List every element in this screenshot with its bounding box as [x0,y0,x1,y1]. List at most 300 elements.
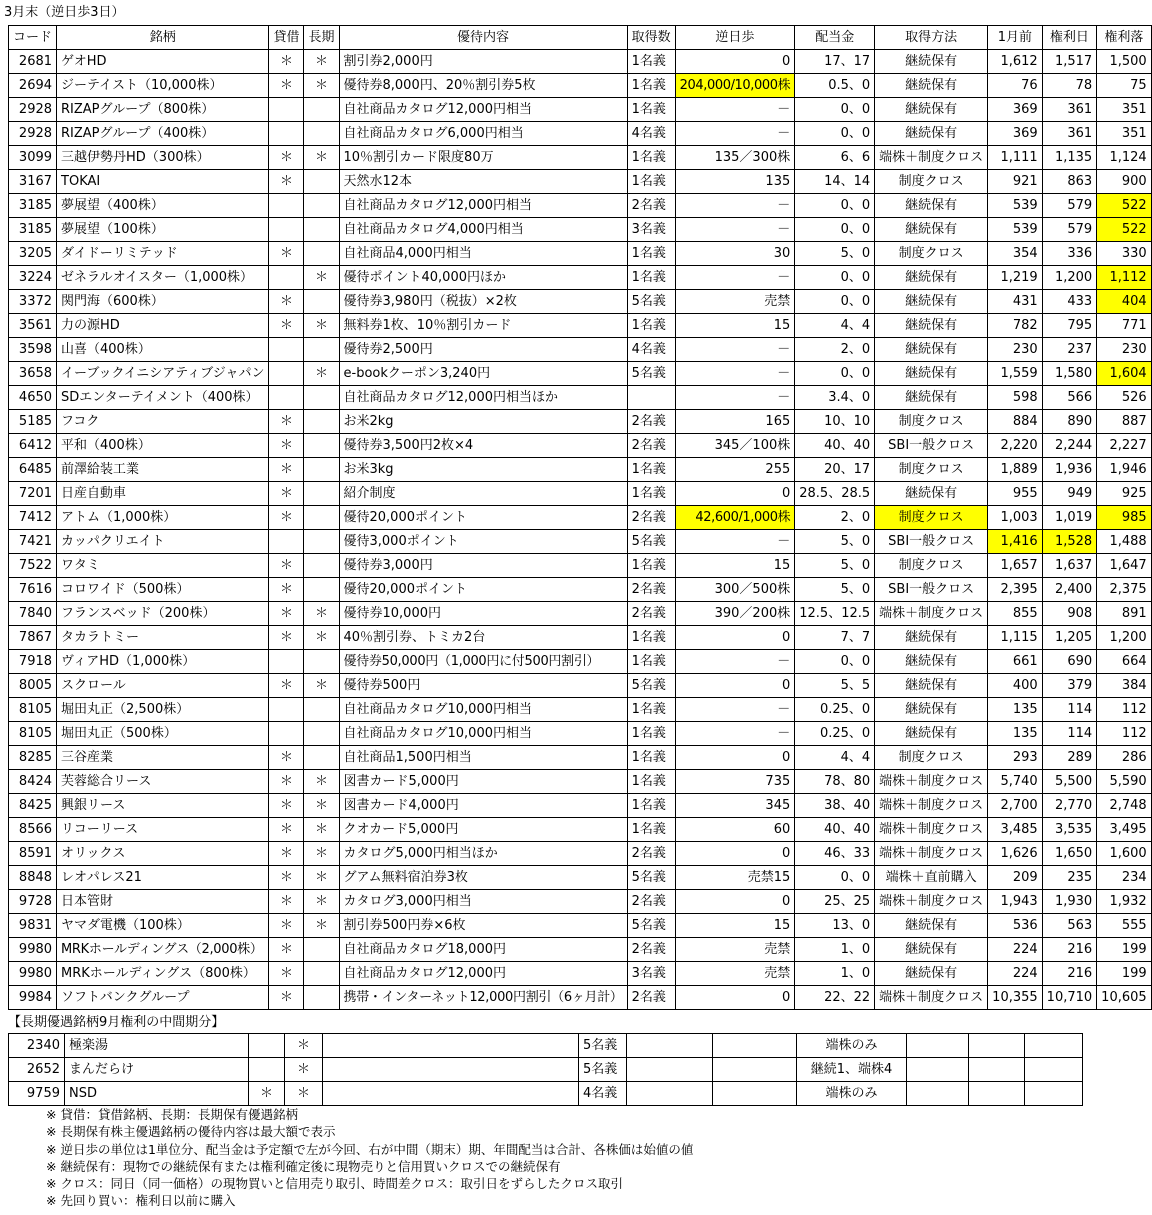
choki-cell [304,986,339,1010]
taishaku-cell [269,530,304,554]
choki-cell [304,98,339,122]
dividend-cell: 0、0 [795,362,875,386]
taishaku-cell [269,122,304,146]
table-row [9,818,1152,842]
choki-cell [304,938,339,962]
gyakuhibu-cell: 300／500株 [675,578,795,602]
code-cell: 3598 [9,338,57,362]
gyakuhibu-cell: － [675,194,795,218]
gyakuhibu-cell: 15 [675,914,795,938]
count-cell: 2名義 [627,578,675,602]
kenriochi-cell: 1,946 [1097,458,1152,482]
name-cell: RIZAPグループ（800株） [57,98,269,122]
yutai-cell: お米3kg [339,458,627,482]
code-cell: 3658 [9,362,57,386]
dividend-cell: 4、4 [795,314,875,338]
gyakuhibu-cell: － [675,266,795,290]
count-cell: 1名義 [627,98,675,122]
column-header: 長期 [304,26,339,50]
month-before-cell: 10,355 [988,986,1043,1010]
method-cell: 端株＋制度クロス [875,794,988,818]
method-cell: 制度クロス [875,410,988,434]
method-cell: 継続保有 [875,482,988,506]
name-cell: MRKホールディングス（2,000株） [57,938,269,962]
yutai-cell: 天然水12本 [339,170,627,194]
month-before-cell: 5,740 [988,770,1043,794]
month-before-cell: 921 [988,170,1043,194]
count-cell: 2名義 [627,938,675,962]
kenri-cell: 795 [1042,314,1097,338]
name-cell: 山喜（400株） [57,338,269,362]
month-before-cell: 539 [988,218,1043,242]
dividend-cell: 38、40 [795,794,875,818]
kenri-cell: 908 [1042,602,1097,626]
choki-cell: ＊ [304,74,339,98]
yutai-cell: 携帯・インターネット12,000円割引（6ヶ月計） [339,986,627,1010]
dividend-cell: 20、17 [795,458,875,482]
code-cell: 5185 [9,410,57,434]
yutai-cell: 優待券2,500円 [339,338,627,362]
table-row [9,290,1152,314]
dividend-cell: 40、40 [795,434,875,458]
count-cell: 2名義 [627,410,675,434]
table-row [9,1034,1083,1058]
name-cell: ゲオHD [57,50,269,74]
taishaku-cell: ＊ [269,674,304,698]
taishaku-cell: ＊ [269,410,304,434]
gyakuhibu-cell: 255 [675,458,795,482]
choki-cell: ＊ [304,602,339,626]
name-cell: フランスベッド（200株） [57,602,269,626]
dividend-cell: 2、0 [795,506,875,530]
name-cell: 日産自動車 [57,482,269,506]
taishaku-cell: ＊ [269,290,304,314]
name-cell: ジーテイスト（10,000株） [57,74,269,98]
choki-cell [304,506,339,530]
gyakuhibu-cell: 0 [675,746,795,770]
count-cell: 2名義 [627,602,675,626]
code-cell: 2681 [9,50,57,74]
count-cell: 5名義 [627,866,675,890]
taishaku-cell: ＊ [269,770,304,794]
kenriochi-cell: 112 [1097,698,1152,722]
dividend-cell: 0、0 [795,122,875,146]
table-row [9,770,1152,794]
table-row [9,746,1152,770]
table-row [9,314,1152,338]
choki-cell: ＊ [304,362,339,386]
count-cell: 4名義 [579,1082,627,1106]
kenri-cell: 2,770 [1042,794,1097,818]
code-cell: 3167 [9,170,57,194]
name-cell: ゼネラルオイスター（1,000株） [57,266,269,290]
choki-cell: ＊ [304,674,339,698]
kenri-cell: 1,580 [1042,362,1097,386]
yutai-cell: 自社商品4,000円相当 [339,242,627,266]
month-before-cell: 135 [988,698,1043,722]
month-before-cell: 782 [988,314,1043,338]
kenri-cell: 289 [1042,746,1097,770]
table-row [9,890,1152,914]
code-cell: 7412 [9,506,57,530]
yutai-cell [323,1058,579,1082]
kenriochi-cell: 404 [1097,290,1152,314]
yutai-cell: 優待券500円 [339,674,627,698]
code-cell: 7421 [9,530,57,554]
gyakuhibu-cell: － [675,362,795,386]
choki-cell: ＊ [304,146,339,170]
code-cell: 2340 [9,1034,65,1058]
gyakuhibu-cell: 735 [675,770,795,794]
table-row [9,554,1152,578]
yutai-cell: 図書カード5,000円 [339,770,627,794]
month-before-cell: 224 [988,938,1043,962]
taishaku-cell: ＊ [269,746,304,770]
count-cell: 1名義 [627,146,675,170]
dividend-cell: 5、0 [795,530,875,554]
taishaku-cell: ＊ [269,146,304,170]
month-before-cell: 2,700 [988,794,1043,818]
yutai-cell: 自社商品カタログ12,000円相当 [339,194,627,218]
kenriochi-cell: 1,604 [1097,362,1152,386]
table-row [9,122,1152,146]
count-cell: 3名義 [627,962,675,986]
kenriochi-cell [1025,1034,1083,1058]
kenriochi-cell: 900 [1097,170,1152,194]
table-row [9,914,1152,938]
choki-cell [304,218,339,242]
month-before-cell: 539 [988,194,1043,218]
name-cell: 前澤給装工業 [57,458,269,482]
count-cell: 1名義 [627,482,675,506]
method-cell: 継続保有 [875,362,988,386]
month-before-cell: 76 [988,74,1043,98]
yutai-cell: 10％割引カード限度80万 [339,146,627,170]
taishaku-cell [269,194,304,218]
method-cell: 継続保有 [875,122,988,146]
kenriochi-cell: 75 [1097,74,1152,98]
yutai-cell: 自社商品カタログ12,000円 [339,962,627,986]
yutai-cell: カタログ3,000円相当 [339,890,627,914]
count-cell: 4名義 [627,338,675,362]
table-row [9,170,1152,194]
choki-cell [304,242,339,266]
kenriochi-cell: 2,227 [1097,434,1152,458]
kenri-cell: 78 [1042,74,1097,98]
choki-cell: ＊ [304,890,339,914]
table-row [9,74,1152,98]
count-cell: 1名義 [627,266,675,290]
name-cell: 芙蓉総合リース [57,770,269,794]
code-cell: 2928 [9,122,57,146]
count-cell: 2名義 [627,842,675,866]
gyakuhibu-cell: 0 [675,890,795,914]
name-cell: まんだらけ [65,1058,249,1082]
dividend-cell: 46、33 [795,842,875,866]
method-cell: 継続保有 [875,98,988,122]
dividend-cell: 0、0 [795,266,875,290]
gyakuhibu-cell: － [675,386,795,410]
kenri-cell: 1,528 [1042,530,1097,554]
table-row [9,362,1152,386]
taishaku-cell: ＊ [269,434,304,458]
count-cell: 1名義 [627,698,675,722]
table-row [9,146,1152,170]
method-cell: 端株＋制度クロス [875,890,988,914]
kenri-cell [969,1034,1025,1058]
table-row [9,722,1152,746]
taishaku-cell: ＊ [269,602,304,626]
yutai-cell: 自社商品カタログ10,000円相当 [339,722,627,746]
kenri-cell: 690 [1042,650,1097,674]
gyakuhibu-cell: － [675,698,795,722]
gyakuhibu-cell: － [675,722,795,746]
method-cell: 継続保有 [875,914,988,938]
choki-cell [304,650,339,674]
month-before-cell [907,1034,969,1058]
kenri-cell [969,1058,1025,1082]
yutai-cell: 優待20,000ポイント [339,578,627,602]
code-cell: 3372 [9,290,57,314]
gyakuhibu-cell: 135 [675,170,795,194]
yutai-cell: 図書カード4,000円 [339,794,627,818]
count-cell: 5名義 [627,290,675,314]
month-before-cell: 400 [988,674,1043,698]
kenriochi-cell: 1,500 [1097,50,1152,74]
name-cell: RIZAPグループ（400株） [57,122,269,146]
gyakuhibu-cell: 売禁15 [675,866,795,890]
method-cell: SBI一般クロス [875,434,988,458]
page-title: 3月末（逆日歩3日） [4,5,125,20]
count-cell: 1名義 [627,746,675,770]
section-title: 【長期優遇銘柄9月権利の中間期分】 [8,1015,225,1030]
gyakuhibu-cell: 60 [675,818,795,842]
dividend-cell: 14、14 [795,170,875,194]
kenriochi-cell: 891 [1097,602,1152,626]
table-row [9,386,1152,410]
choki-cell [304,962,339,986]
gyakuhibu-cell: 30 [675,242,795,266]
choki-cell: ＊ [304,626,339,650]
gyakuhibu-cell: 165 [675,410,795,434]
dividend-cell [713,1058,797,1082]
yutai-cell: 自社商品カタログ6,000円相当 [339,122,627,146]
choki-cell: ＊ [285,1082,323,1106]
taishaku-cell: ＊ [269,554,304,578]
taishaku-cell: ＊ [249,1082,285,1106]
method-cell: 継続保有 [875,962,988,986]
month-before-cell: 1,626 [988,842,1043,866]
gyakuhibu-cell [627,1082,713,1106]
name-cell: ワタミ [57,554,269,578]
name-cell: 極楽湯 [65,1034,249,1058]
dividend-cell [713,1034,797,1058]
code-cell: 2694 [9,74,57,98]
method-cell: 継続保有 [875,338,988,362]
kenriochi-cell: 234 [1097,866,1152,890]
dividend-cell: 5、5 [795,674,875,698]
table-row [9,578,1152,602]
column-header: コード [9,26,57,50]
choki-cell [304,746,339,770]
kenri-cell: 579 [1042,218,1097,242]
method-cell: 継続保有 [875,938,988,962]
kenri-cell: 3,535 [1042,818,1097,842]
choki-cell: ＊ [304,314,339,338]
name-cell: TOKAI [57,170,269,194]
kenri-cell: 863 [1042,170,1097,194]
month-before-cell: 1,889 [988,458,1043,482]
table-row [9,98,1152,122]
dividend-cell: 28.5、28.5 [795,482,875,506]
code-cell: 7522 [9,554,57,578]
code-cell: 8105 [9,698,57,722]
count-cell: 1名義 [627,650,675,674]
name-cell: アトム（1,000株） [57,506,269,530]
kenriochi-cell: 286 [1097,746,1152,770]
kenriochi-cell: 887 [1097,410,1152,434]
code-cell: 3099 [9,146,57,170]
kenri-cell: 1,650 [1042,842,1097,866]
taishaku-cell: ＊ [269,578,304,602]
kenri-cell: 361 [1042,122,1097,146]
dividend-cell: 5、0 [795,242,875,266]
kenriochi-cell: 1,124 [1097,146,1152,170]
kenri-cell: 10,710 [1042,986,1097,1010]
kenriochi-cell: 112 [1097,722,1152,746]
yutai-cell: 優待券3,980円（税抜）×2枚 [339,290,627,314]
column-header: 1月前 [988,26,1043,50]
gyakuhibu-cell: 15 [675,314,795,338]
count-cell: 1名義 [627,170,675,194]
choki-cell: ＊ [304,842,339,866]
yutai-cell [323,1034,579,1058]
method-cell: 継続保有 [875,386,988,410]
name-cell: フコク [57,410,269,434]
kenri-cell: 336 [1042,242,1097,266]
choki-cell [304,578,339,602]
gyakuhibu-cell: 売禁 [675,962,795,986]
yutai-cell: 優待券3,000円 [339,554,627,578]
taishaku-cell: ＊ [269,50,304,74]
month-before-cell: 369 [988,98,1043,122]
taishaku-cell [269,386,304,410]
gyakuhibu-cell: 0 [675,626,795,650]
kenriochi-cell: 522 [1097,218,1152,242]
kenriochi-cell [1025,1058,1083,1082]
table-row [9,1058,1083,1082]
kenriochi-cell: 1,647 [1097,554,1152,578]
taishaku-cell [269,218,304,242]
month-before-cell: 1,559 [988,362,1043,386]
column-header: 取得数 [627,26,675,50]
kenri-cell: 114 [1042,698,1097,722]
code-cell: 8285 [9,746,57,770]
method-cell: 継続保有 [875,194,988,218]
count-cell: 5名義 [579,1034,627,1058]
gyakuhibu-cell: 0 [675,842,795,866]
choki-cell [304,530,339,554]
kenri-cell: 949 [1042,482,1097,506]
taishaku-cell: ＊ [269,938,304,962]
kenriochi-cell: 522 [1097,194,1152,218]
table-row [9,242,1152,266]
yutai-cell: 紹介制度 [339,482,627,506]
code-cell: 9831 [9,914,57,938]
kenri-cell: 2,244 [1042,434,1097,458]
dividend-cell: 1、0 [795,938,875,962]
kenriochi-cell: 351 [1097,98,1152,122]
column-header: 銘柄 [57,26,269,50]
code-cell: 9728 [9,890,57,914]
name-cell: 夢展望（100株） [57,218,269,242]
gyakuhibu-cell: － [675,218,795,242]
dividend-cell: 7、7 [795,626,875,650]
table-row [9,626,1152,650]
table-row [9,794,1152,818]
method-cell: SBI一般クロス [875,578,988,602]
kenriochi-cell: 199 [1097,938,1152,962]
table-row [9,866,1152,890]
gyakuhibu-cell: 42,600/1,000株 [675,506,795,530]
count-cell: 5名義 [627,362,675,386]
month-before-cell: 2,395 [988,578,1043,602]
kenriochi-cell: 771 [1097,314,1152,338]
month-before-cell [907,1082,969,1106]
choki-cell: ＊ [304,914,339,938]
name-cell: NSD [65,1082,249,1106]
table-row [9,50,1152,74]
name-cell: 平和（400株） [57,434,269,458]
taishaku-cell: ＊ [269,890,304,914]
table-row [9,338,1152,362]
table-row [9,674,1152,698]
table-row [9,938,1152,962]
name-cell: MRKホールディングス（800株） [57,962,269,986]
column-header: 権利落 [1097,26,1152,50]
yutai-cell: 優待券8,000円、20％割引券5枚 [339,74,627,98]
month-before-cell: 369 [988,122,1043,146]
method-cell: 制度クロス [875,458,988,482]
count-cell: 1名義 [627,818,675,842]
table-row [9,842,1152,866]
kenriochi-cell: 925 [1097,482,1152,506]
gyakuhibu-cell: 0 [675,50,795,74]
kenriochi-cell: 2,748 [1097,794,1152,818]
kenriochi-cell: 3,495 [1097,818,1152,842]
taishaku-cell [249,1058,285,1082]
kenri-cell: 1,637 [1042,554,1097,578]
name-cell: 関門海（600株） [57,290,269,314]
month-before-cell: 2,220 [988,434,1043,458]
gyakuhibu-cell [627,1058,713,1082]
dividend-cell: 0.5、0 [795,74,875,98]
month-before-cell: 1,943 [988,890,1043,914]
count-cell: 2名義 [627,986,675,1010]
code-cell: 3205 [9,242,57,266]
notes [46,1106,693,1210]
yutai-cell: 自社商品カタログ4,000円相当 [339,218,627,242]
kenriochi-cell: 351 [1097,122,1152,146]
count-cell: 2名義 [627,890,675,914]
kenriochi-cell: 199 [1097,962,1152,986]
name-cell: カッパクリエイト [57,530,269,554]
note-line: ※ 継続保有：現物での継続保有または権利確定後に現物売りと信用買いクロスでの継続保有 [46,1158,561,1174]
table-row [9,434,1152,458]
month-before-cell: 1,111 [988,146,1043,170]
taishaku-cell [269,338,304,362]
name-cell: ソフトバンクグループ [57,986,269,1010]
